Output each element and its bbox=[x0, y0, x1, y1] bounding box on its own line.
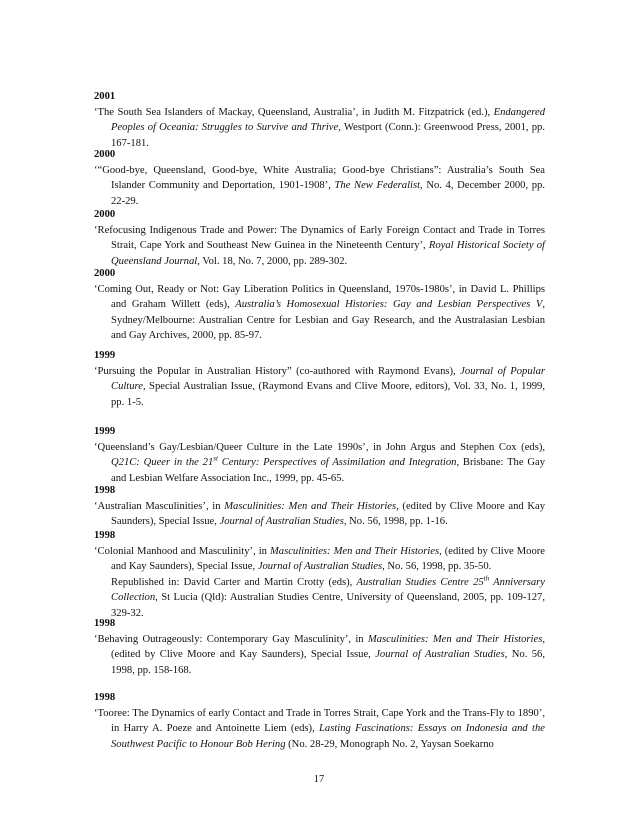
citation-text: ‘Australian Masculinities’, in bbox=[94, 500, 225, 512]
bibliography-entry bbox=[94, 89, 545, 151]
citation-text: ‘Tooree: The Dynamics of early Contact and Trade in Torres Strait, Cape York and the Trans-Fly to 1890’, in Harry A. Poeze and Antoinette Liem (eds), bbox=[94, 707, 545, 735]
entry-citation bbox=[94, 223, 545, 270]
italic-title: Journal of Australian Studies bbox=[219, 516, 344, 528]
citation-text: Republished in: David Carter and Martin Crotty (eds), bbox=[111, 576, 357, 588]
entry-year: 2000 bbox=[94, 268, 116, 279]
italic-title: Royal Historical Society of Queensland Journal bbox=[111, 240, 545, 267]
entry-citation bbox=[94, 706, 545, 753]
italic-title: Lasting Fascinations: Essays on Indonesia and the Southwest Pacific to Honour Bob Hering bbox=[111, 723, 545, 750]
citation-text: ‘Behaving Outrageously: Contemporary Gay Masculinity’, in bbox=[94, 633, 368, 645]
italic-title: Journal of Popular Culture bbox=[111, 365, 546, 393]
entry-year: 1999 bbox=[94, 426, 116, 437]
bibliography-entry bbox=[94, 207, 545, 269]
entry-year: 2001 bbox=[94, 91, 116, 102]
bibliography-entry bbox=[94, 690, 545, 752]
superscript-text: th bbox=[483, 574, 490, 583]
bibliography-entry bbox=[94, 424, 545, 486]
citation-text: , (edited by Clive Moore and Kay Saunders), Special Issue, bbox=[111, 500, 545, 528]
citation-text: , (edited by Clive Moore and Kay Saunders), Special Issue, bbox=[111, 633, 545, 661]
page-number: 17 bbox=[313, 774, 325, 785]
citation-text: ‘Pursuing the Popular in Australian History” (co-authored with Raymond Evans), bbox=[94, 365, 461, 377]
entry-citation bbox=[94, 163, 545, 210]
citation-text: , No. 56, 1998, pp. 35-50. bbox=[382, 561, 492, 573]
italic-title: Australia’s Homosexual Histories: Gay and Lesbian Perspectives V bbox=[235, 299, 543, 311]
citation-text: , Special Australian Issue, (Raymond Evans and Clive Moore, editors), Vol. 33, No. 1, 1999, pp. 1-5. bbox=[111, 381, 545, 408]
citation-text: , Vol. 18, No. 7, 2000, pp. 289-302. bbox=[197, 255, 348, 267]
bibliography-entry bbox=[94, 266, 545, 344]
entry-citation bbox=[94, 282, 545, 344]
italic-title: Journal of Australian Studies bbox=[257, 561, 383, 573]
italic-title: Australian Studies Centre 25 bbox=[356, 576, 484, 588]
citation-text: , No. 4, December 2000, pp. 22-29. bbox=[111, 180, 545, 207]
citation-text: , Sydney/Melbourne: Australian Centre for Lesbian and Gay Research, and the Australasian Lesbian and Gay Archives, 2000, pp. 85-97. bbox=[111, 299, 545, 342]
italic-title: Anniversary Collection bbox=[111, 576, 545, 604]
entry-citation bbox=[94, 499, 545, 530]
citation-text: ‘Coming Out, Ready or Not: Gay Liberation Politics in Queensland, 1970s-1980s’, in David L. Phillips and Graham Willett (eds), bbox=[94, 283, 545, 311]
entry-year: 1998 bbox=[94, 618, 116, 629]
citation-text: , No. 56, 1998, pp. 1-16. bbox=[343, 516, 448, 528]
italic-title: Journal of Australian Studies bbox=[375, 649, 505, 661]
citation-text: (No. 28-29, Monograph No. 2, Yaysan Soekarno bbox=[285, 738, 494, 750]
entry-citation bbox=[94, 105, 545, 152]
citation-text: ‘“Good-bye, Queensland, Good-bye, White Australia; Good-bye Christians”: Australia’s South Sea Islander Community and Deportation, 1901-1908’, bbox=[94, 164, 545, 192]
bibliography-entry bbox=[94, 147, 545, 209]
italic-title: Masculinities: Men and Their Histories bbox=[269, 545, 440, 557]
entry-year: 1998 bbox=[94, 530, 116, 541]
italic-title: The New Federalist bbox=[334, 180, 421, 192]
citation-text: ‘Refocusing Indigenous Trade and Power: The Dynamics of Early Foreign Contact and Trade in Torres Strait, Cape York and Southeast New Guinea in the Nineteenth Century’, bbox=[94, 224, 545, 252]
entry-year: 1998 bbox=[94, 485, 116, 496]
entry-citation bbox=[94, 544, 545, 575]
citation-text: , Westport (Conn.): Greenwood Press, 2001, pp. 167-181. bbox=[111, 122, 545, 149]
citation-text: , St Lucia (Qld): Australian Studies Centre, University of Queensland, 2005, pp. 109-127, 329-32. bbox=[111, 592, 545, 619]
citation-text: ‘Colonial Manhood and Masculinity’, in bbox=[94, 545, 270, 557]
citation-text: , (edited by Clive Moore and Kay Saunders), Special Issue, bbox=[111, 545, 545, 573]
entry-year: 1998 bbox=[94, 692, 116, 703]
entry-year: 2000 bbox=[94, 209, 116, 220]
bibliography-entry bbox=[94, 616, 545, 678]
italic-title: Century: Perspectives of Assimilation and Integration bbox=[217, 457, 457, 469]
citation-text: ‘Queensland’s Gay/Lesbian/Queer Culture in the Late 1990s’, in John Argus and Stephen Cox (eds), bbox=[94, 441, 545, 453]
entry-citation bbox=[94, 632, 545, 679]
italic-title: Masculinities: Men and Their Histories bbox=[224, 500, 397, 512]
entry-year: 2000 bbox=[94, 149, 116, 160]
italic-title: Q21C: Queer in the 21 bbox=[111, 457, 214, 469]
bibliography-entry bbox=[94, 348, 545, 410]
entry-citation bbox=[94, 440, 545, 487]
citation-text: ‘The South Sea Islanders of Mackay, Queensland, Australia’, in Judith M. Fitzpatrick (ed.), bbox=[94, 106, 494, 118]
italic-title: Endangered Peoples of Oceania: Struggles to Survive and Thrive bbox=[111, 106, 545, 134]
italic-title: Masculinities: Men and Their Histories bbox=[367, 633, 543, 645]
entry-citation bbox=[94, 364, 545, 411]
entry-republished bbox=[94, 575, 545, 622]
superscript-text: st bbox=[213, 454, 218, 463]
citation-text: , Brisbane: The Gay and Lesbian Welfare Association Inc., 1999, pp. 45-65. bbox=[111, 457, 545, 484]
bibliography-entry bbox=[94, 483, 545, 530]
bibliography-entry bbox=[94, 528, 545, 622]
citation-text: , No. 56, 1998, pp. 158-168. bbox=[111, 649, 545, 676]
entry-year: 1999 bbox=[94, 350, 116, 361]
